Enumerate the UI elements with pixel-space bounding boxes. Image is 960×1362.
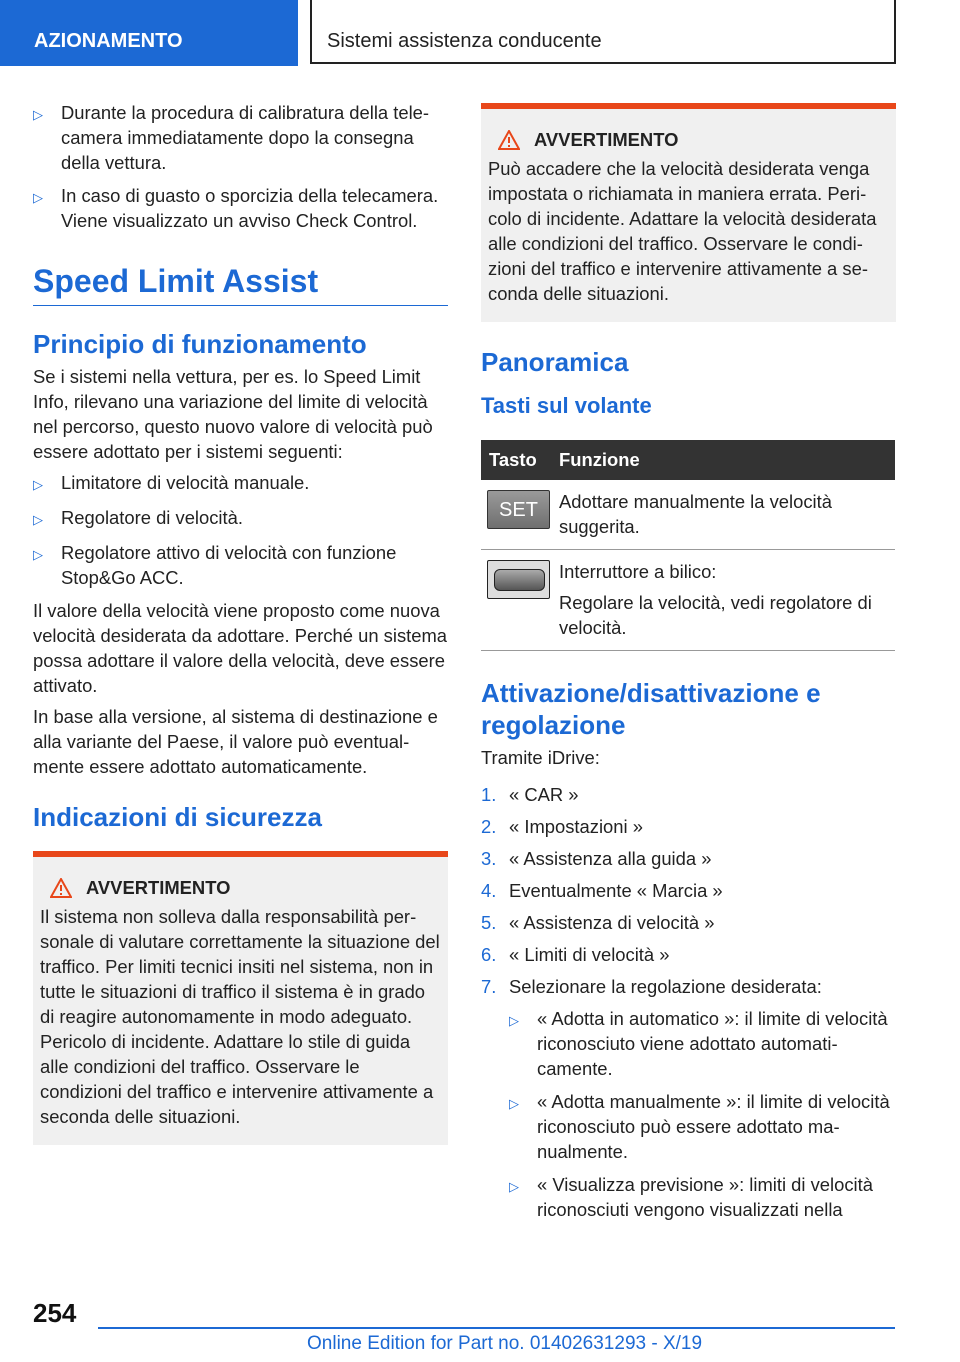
buttons-table	[481, 440, 895, 651]
principle-intro: Se i sistemi nella vettura, per es. lo Speed Limit Info, rilevano una variazione del limite di velocità nel percorso, questo nuovo valore di velocità può essere adottato per i sistemi seguenti:	[33, 366, 433, 462]
buttons-heading: Tasti sul volante	[481, 393, 652, 418]
function-cell: Adottare manualmente la velocità suggerita.	[551, 480, 895, 550]
warning-box	[33, 851, 448, 1145]
triangle-bullet-icon: ▷	[33, 190, 43, 205]
warning-box	[481, 103, 896, 322]
overview-heading: Panoramica	[481, 347, 629, 377]
warning-triangle-icon	[498, 130, 520, 150]
options-list	[509, 1006, 896, 1222]
list-item: ▷ « Adotta manualmente »: il limite di velocità riconosciuto può essere adottato manualmente.	[509, 1091, 890, 1162]
warning-triangle-icon	[50, 878, 72, 898]
warning-label: AVVERTIMENTO	[534, 129, 679, 150]
function-cell: Interruttore a bilico: Regolare la velocità, vedi regolatore di velocità.	[551, 550, 895, 651]
left-column	[33, 100, 448, 1145]
warning-text: Il sistema non solleva dalla responsabilità personale di valutare correttamente la situazione del traffico. Per limiti tecnici insiti nel sistema, non in tutte le situazioni di traffico il sistema è in grado di reagire autonomamente in modo adeguato. Pericolo di incidente. Adattare lo stile di guida alle condizioni del traffico. Osservare le condizioni del traffico e intervenire attivamente a seconda delle situazioni.	[40, 906, 440, 1127]
principle-heading: Principio di funzionamento	[33, 329, 367, 359]
footer-divider	[98, 1327, 895, 1329]
list-item: 4. Eventualmente « Marcia »	[481, 880, 723, 901]
list-item: ▷ Regolatore di velocità.	[33, 505, 448, 532]
activation-heading: Attivazione/disattivazione e regolazione	[481, 678, 821, 740]
list-item: ▷ Durante la procedura di calibratura della telecamera immediatamente dopo la consegna della vettura.	[33, 102, 430, 173]
list-item: 5. « Assistenza di velocità »	[481, 912, 715, 933]
edition-note: Online Edition for Part no. 01402631293 - X/19	[307, 1333, 703, 1354]
set-button-icon: SET	[487, 490, 550, 529]
triangle-bullet-icon: ▷	[509, 1096, 519, 1111]
list-item: ▷ « Adotta in automatico »: il limite di velocità riconosciuto viene adottato automaticamente.	[509, 1008, 888, 1079]
chapter-title: Sistemi assistenza conducente	[310, 0, 896, 64]
table-header-row	[481, 440, 895, 480]
warning-label: AVVERTIMENTO	[86, 877, 231, 898]
column-header-function: Funzione	[551, 440, 895, 480]
list-item: ▷ Regolatore attivo di velocità con funzione Stop&Go ACC.	[33, 542, 397, 588]
list-item: 3. « Assistenza alla guida »	[481, 848, 712, 869]
table-row	[481, 480, 895, 550]
page-header	[0, 0, 960, 66]
list-item: ▷ Limitatore di velocità manuale.	[33, 470, 448, 497]
via-text: Tramite iDrive:	[481, 747, 600, 768]
section-tab: AZIONAMENTO	[0, 0, 298, 66]
list-item: ▷ In caso di guasto o sporcizia della telecamera. Viene visualizzato un avviso Check Control.	[33, 185, 439, 231]
right-column	[481, 103, 896, 1230]
triangle-bullet-icon: ▷	[33, 107, 43, 122]
triangle-bullet-icon: ▷	[509, 1179, 519, 1194]
column-header-key: Tasto	[481, 440, 551, 480]
rocker-switch-icon	[487, 560, 550, 599]
triangle-bullet-icon: ▷	[509, 1013, 519, 1028]
triangle-bullet-icon: ▷	[33, 547, 43, 562]
triangle-bullet-icon: ▷	[33, 512, 43, 527]
list-item: 1. « CAR »	[481, 784, 579, 805]
paragraph: In base alla versione, al sistema di destinazione e alla variante del Paese, il valore può eventualmente essere adottato automaticamente.	[33, 706, 438, 777]
table-row	[481, 550, 895, 651]
page-number: 254	[33, 1298, 77, 1328]
list-item: 6. « Limiti di velocità »	[481, 944, 670, 965]
list-item: ▷ « Visualizza previsione »: limiti di velocità riconosciuti vengono visualizzati nella	[509, 1174, 873, 1220]
page-title: Speed Limit Assist	[33, 261, 448, 306]
list-item: 7. Selezionare la regolazione desiderata:	[481, 976, 822, 997]
list-item: 2. « Impostazioni »	[481, 816, 643, 837]
triangle-bullet-icon: ▷	[33, 477, 43, 492]
safety-heading: Indicazioni di sicurezza	[33, 802, 322, 832]
paragraph: Il valore della velocità viene proposto come nuova velocità desiderata da adottare. Perché un sistema possa adottare il valore della velocità, deve essere attivato.	[33, 600, 448, 696]
warning-text: Può accadere che la velocità desiderata venga impostata o richiamata in maniera errata. Pericolo di incidente. Adattare la velocità desiderata alle condizioni del traffico. Osservare le condizioni del traffico e intervenire attivamente a seconda delle situazioni.	[488, 158, 877, 304]
